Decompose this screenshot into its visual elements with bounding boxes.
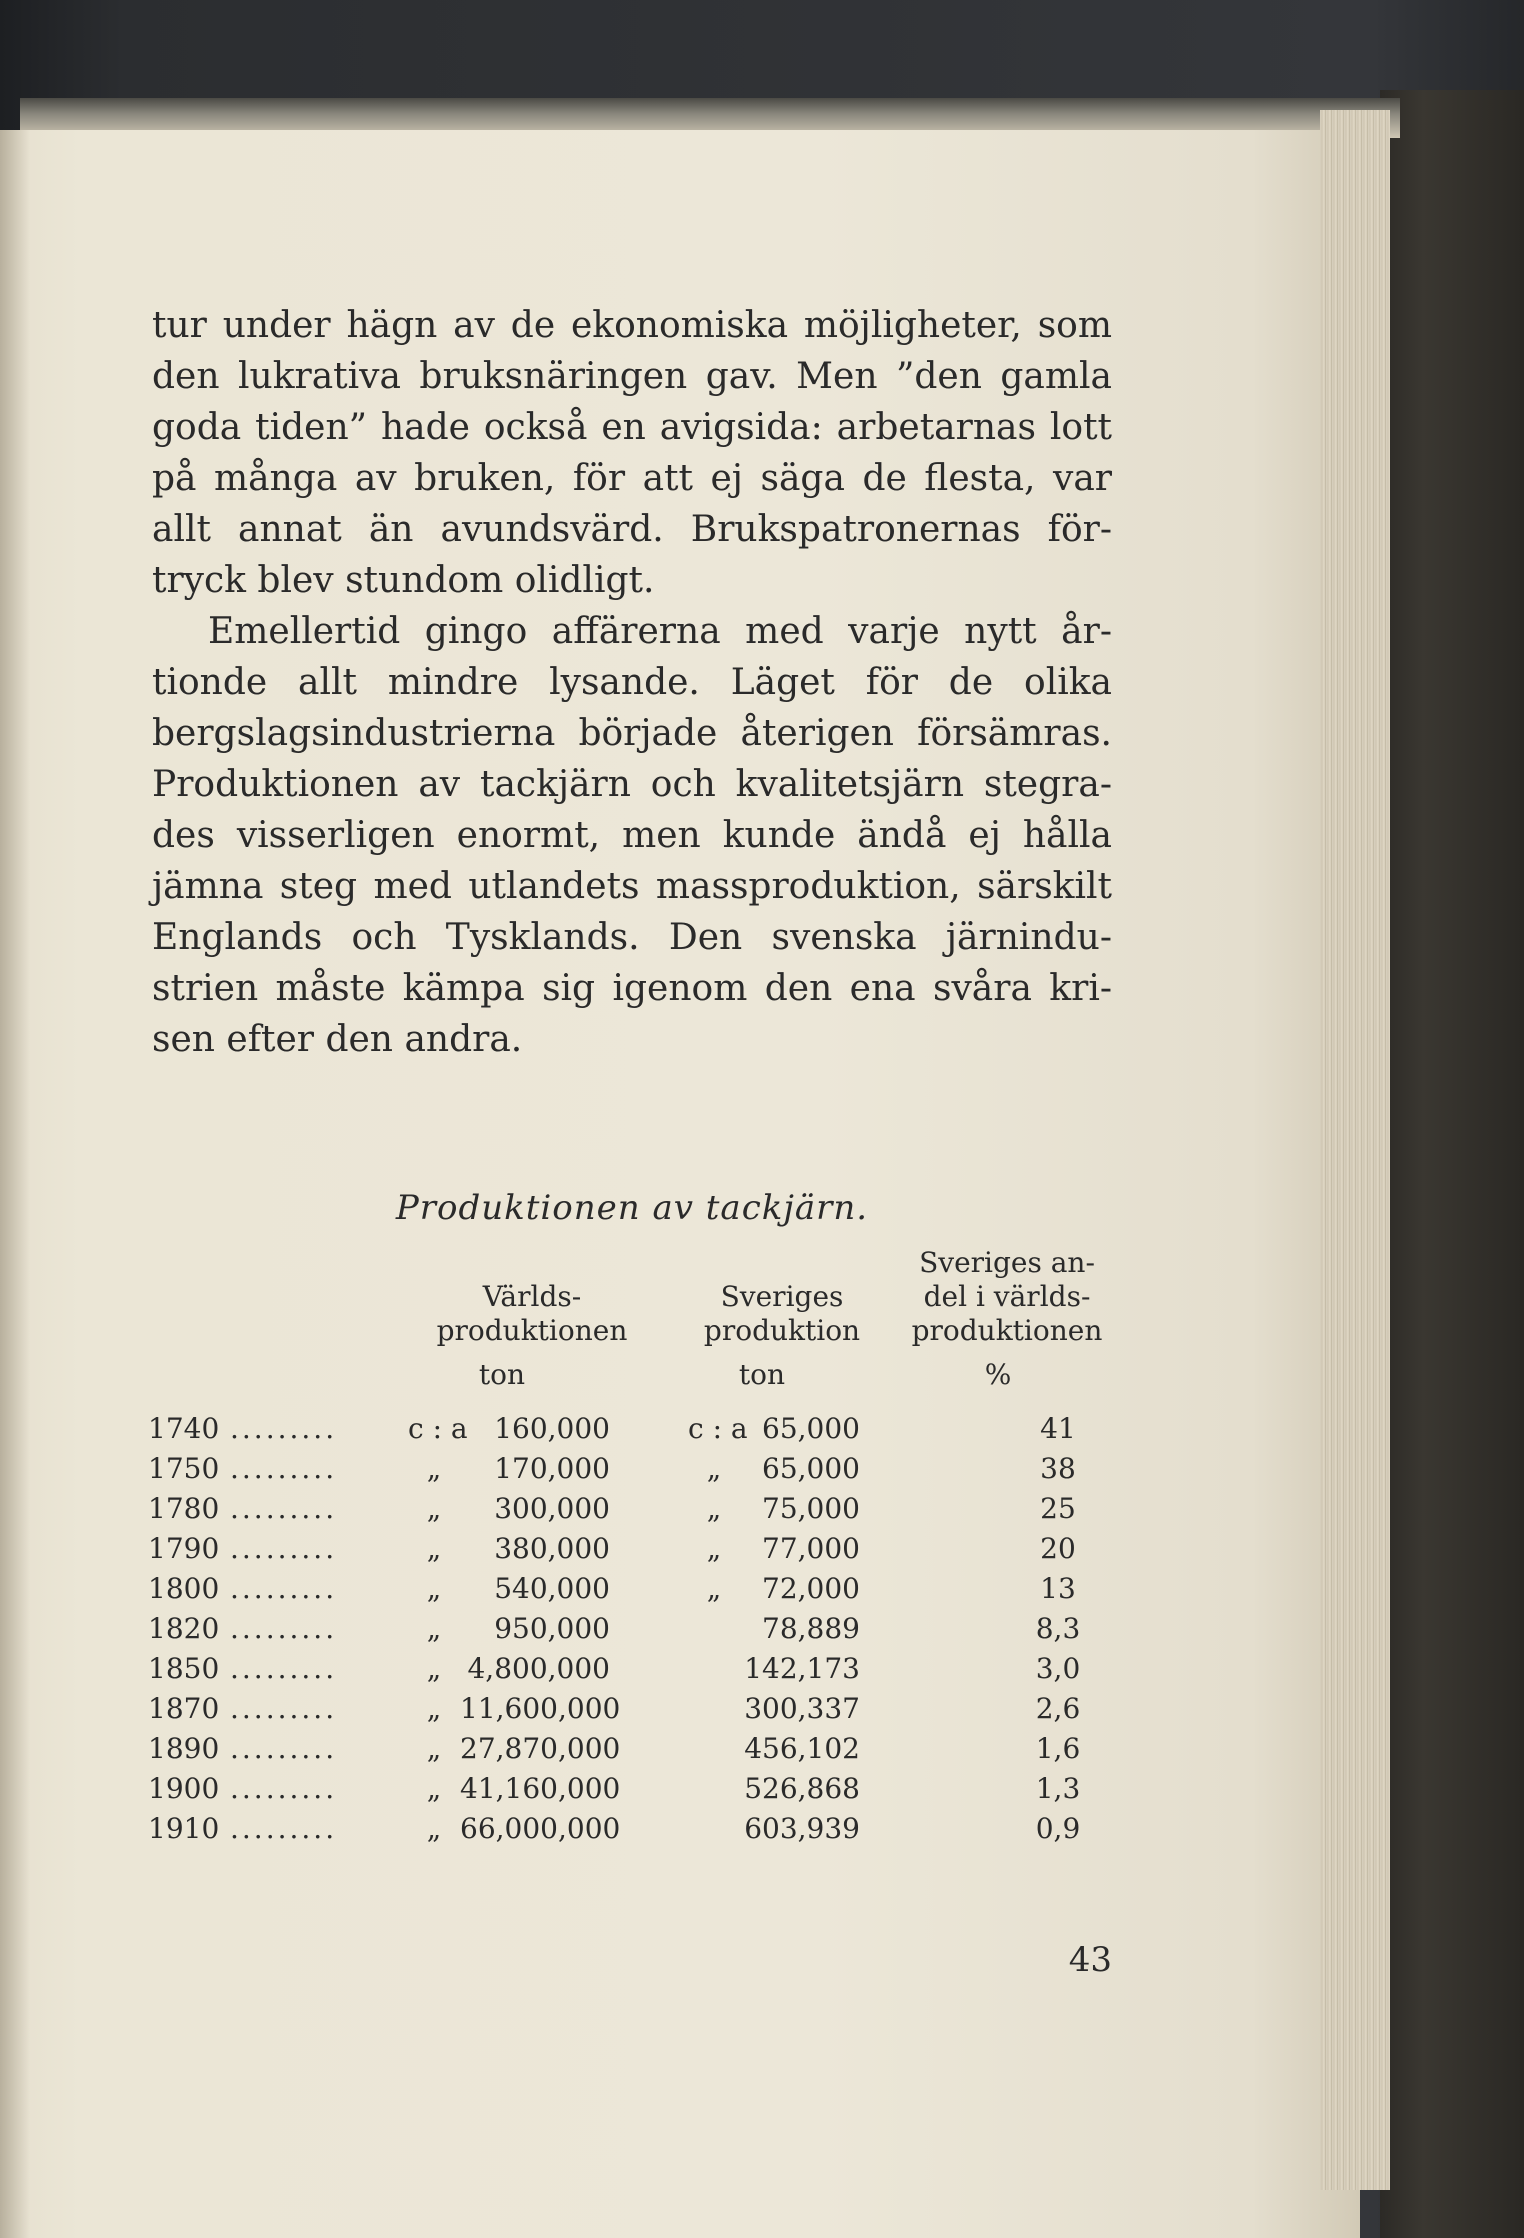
text-line: jämna steg med utlandets massproduktion, särskilt [152,866,1112,907]
row-leader-dots: ......... [230,1812,338,1845]
table-row [148,1412,1108,1452]
row-world-production: 300,000 [494,1492,610,1525]
table-row [148,1452,1108,1492]
row-leader-dots: ......... [230,1412,338,1445]
row-year: 1820 [148,1612,220,1645]
row-share-percent: 38 [1040,1452,1076,1485]
row-prefix-sweden: „ [706,1572,722,1605]
row-year: 1780 [148,1492,220,1525]
row-prefix-world: „ [426,1652,442,1685]
row-sweden-production: 78,889 [762,1612,860,1645]
row-leader-dots: ......... [230,1612,338,1645]
row-leader-dots: ......... [230,1492,338,1525]
text-line: bergslagsindustrierna började återigen försämras. [152,713,1112,754]
text-line: strien måste kämpa sig igenom den ena svåra kri- [152,968,1112,1009]
body-text [152,300,1112,1065]
row-world-production: 540,000 [494,1572,610,1605]
row-prefix-world: „ [426,1692,442,1725]
header-line: produktionen [911,1314,1103,1347]
table-row [148,1772,1108,1812]
row-share-percent: 41 [1040,1412,1076,1445]
row-year: 1910 [148,1812,220,1845]
row-sweden-production: 526,868 [744,1772,860,1805]
row-share-percent: 0,9 [1035,1812,1081,1845]
row-share-percent: 20 [1040,1532,1076,1565]
row-share-percent: 1,3 [1035,1772,1081,1805]
row-year: 1750 [148,1452,220,1485]
row-prefix-world: „ [426,1812,442,1845]
row-world-production: 160,000 [494,1412,610,1445]
row-prefix-world: c : a [408,1412,468,1445]
text-line: goda tiden” hade också en avigsida: arbetarnas lott [152,407,1112,448]
row-year: 1790 [148,1532,220,1565]
row-leader-dots: ......... [230,1692,338,1725]
row-share-percent: 1,6 [1035,1732,1081,1765]
table-row [148,1572,1108,1612]
column-header-sweden [672,1280,892,1348]
table-title: Produktionen av tackjärn. [395,1188,869,1228]
table-row [148,1692,1108,1732]
page-stack-edges [1320,110,1390,2190]
row-sweden-production: 300,337 [744,1692,860,1725]
book-cover-edge [1380,90,1524,2238]
row-world-production: 41,160,000 [460,1772,621,1805]
table-row [148,1812,1108,1852]
table-row [148,1492,1108,1532]
row-prefix-world: „ [426,1532,442,1565]
text-line: sen efter den andra. [152,1019,523,1060]
unit-share: % [984,1358,1012,1391]
row-share-percent: 25 [1040,1492,1076,1525]
column-header-share [892,1246,1122,1348]
header-line: Sveriges [720,1280,844,1313]
text-line: Produktionen av tackjärn och kvalitetsjärn stegra- [152,764,1112,805]
text-line: allt annat än avundsvärd. Brukspatronernas för- [152,509,1112,550]
table-rows [148,1412,1108,1852]
text-line: tryck blev stundom olidligt. [152,560,655,601]
row-world-production: 27,870,000 [460,1732,621,1765]
row-leader-dots: ......... [230,1532,338,1565]
row-year: 1740 [148,1412,220,1445]
column-header-world [412,1280,652,1348]
paragraph-2 [152,606,1112,1065]
row-world-production: 950,000 [494,1612,610,1645]
row-sweden-production: 65,000 [762,1452,860,1485]
header-line: produktion [703,1314,861,1347]
row-prefix-world: „ [426,1492,442,1525]
text-line: den lukrativa bruksnäringen gav. Men ”den gamla [152,356,1112,397]
page-number: 43 [1068,1940,1112,1980]
row-share-percent: 2,6 [1035,1692,1081,1725]
row-year: 1800 [148,1572,220,1605]
row-sweden-production: 72,000 [762,1572,860,1605]
row-prefix-sweden: „ [706,1452,722,1485]
row-world-production: 380,000 [494,1532,610,1565]
header-line: Världs- [482,1280,582,1313]
row-prefix-world: „ [426,1572,442,1605]
text-line: på många av bruken, för att ej säga de flesta, var [152,458,1112,499]
row-world-production: 4,800,000 [467,1652,610,1685]
header-line: produktionen [436,1314,628,1347]
row-prefix-world: „ [426,1452,442,1485]
header-line: Sveriges an- [919,1246,1095,1279]
row-prefix-sweden: c : a [688,1412,748,1445]
row-prefix-sweden: „ [706,1492,722,1525]
row-prefix-world: „ [426,1772,442,1805]
row-sweden-production: 77,000 [762,1532,860,1565]
row-prefix-world: „ [426,1732,442,1765]
row-year: 1890 [148,1732,220,1765]
row-year: 1900 [148,1772,220,1805]
text-line: des visserligen enormt, men kunde ändå ej hålla [152,815,1112,856]
row-sweden-production: 142,173 [744,1652,860,1685]
row-leader-dots: ......... [230,1452,338,1485]
table-row [148,1612,1108,1652]
text-line: tur under hägn av de ekonomiska möjligheter, som [152,305,1112,346]
row-world-production: 11,600,000 [460,1692,621,1725]
row-year: 1870 [148,1692,220,1725]
text-line: Englands och Tysklands. Den svenska järnindu- [152,917,1112,958]
row-share-percent: 3,0 [1035,1652,1081,1685]
text-line: Emellertid gingo affärerna med varje nytt år- [208,611,1112,652]
paragraph-1 [152,300,1112,606]
header-line: del i världs- [923,1280,1091,1313]
row-leader-dots: ......... [230,1572,338,1605]
row-prefix-world: „ [426,1612,442,1645]
row-leader-dots: ......... [230,1652,338,1685]
row-leader-dots: ......... [230,1772,338,1805]
text-line: tionde allt mindre lysande. Läget för de olika [152,662,1112,703]
row-sweden-production: 75,000 [762,1492,860,1525]
row-sweden-production: 603,939 [744,1812,860,1845]
row-world-production: 170,000 [494,1452,610,1485]
table-row [148,1532,1108,1572]
gutter-shadow [0,130,30,2238]
row-world-production: 66,000,000 [460,1812,621,1845]
table-row [148,1652,1108,1692]
row-share-percent: 8,3 [1035,1612,1081,1645]
unit-world: ton [478,1358,526,1391]
row-sweden-production: 456,102 [744,1732,860,1765]
row-leader-dots: ......... [230,1732,338,1765]
row-year: 1850 [148,1652,220,1685]
unit-sweden: ton [738,1358,786,1391]
row-prefix-sweden: „ [706,1532,722,1565]
table-row [148,1732,1108,1772]
row-share-percent: 13 [1040,1572,1076,1605]
row-sweden-production: 65,000 [762,1412,860,1445]
